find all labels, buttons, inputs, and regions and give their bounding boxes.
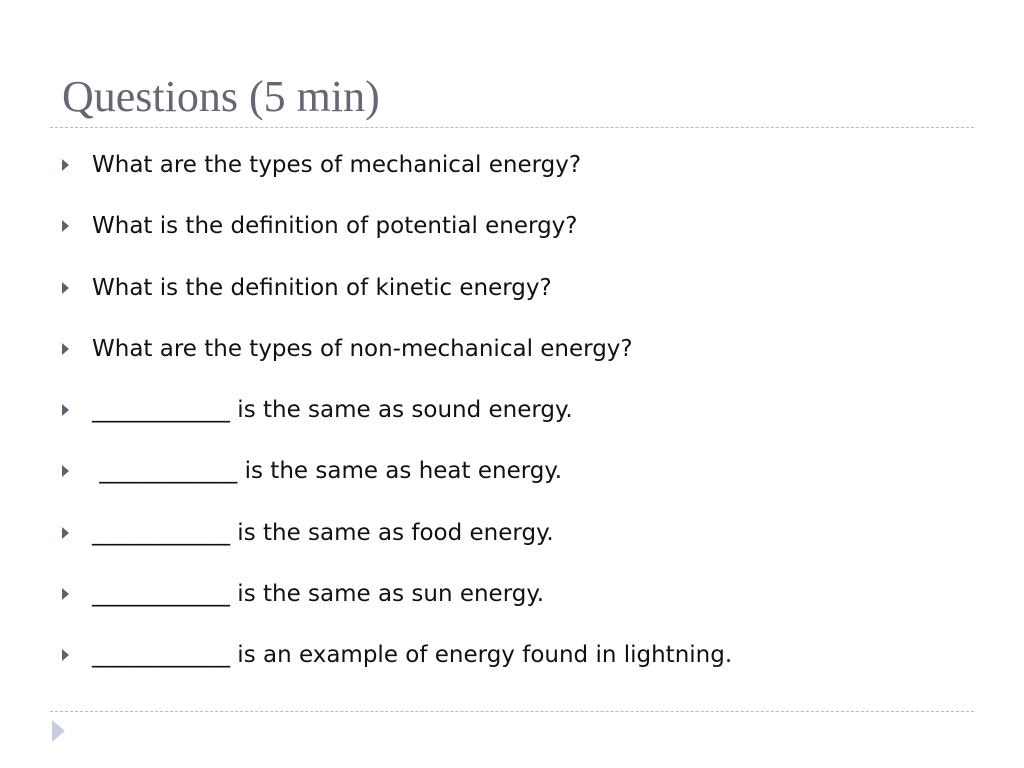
bullet-text: ____________ is the same as heat energy. xyxy=(92,458,563,485)
triangle-right-icon xyxy=(62,404,69,416)
list-item xyxy=(60,577,960,638)
slide-title: Questions (5 min) xyxy=(62,72,380,121)
triangle-right-icon xyxy=(62,465,69,477)
triangle-right-icon xyxy=(62,220,69,232)
bullet-text: What is the definition of kinetic energy? xyxy=(92,274,552,301)
bullet-text: ____________ is the same as sun energy. xyxy=(92,580,545,607)
list-item xyxy=(60,148,960,209)
list-item xyxy=(60,271,960,332)
title-divider xyxy=(50,127,974,128)
bullet-text: What are the types of mechanical energy? xyxy=(92,152,582,178)
bullet-list xyxy=(60,148,960,699)
bullet-text: ____________ is the same as sound energy. xyxy=(92,397,573,423)
triangle-right-icon xyxy=(62,282,69,294)
triangle-right-icon xyxy=(62,159,69,171)
triangle-right-icon xyxy=(62,588,69,600)
list-item xyxy=(60,638,960,699)
footer-divider xyxy=(50,711,974,712)
list-item xyxy=(60,454,960,515)
triangle-right-icon xyxy=(62,527,69,539)
list-item xyxy=(60,332,960,393)
bullet-text: What are the types of non-mechanical energy? xyxy=(92,335,633,362)
bullet-text: ____________ is the same as food energy. xyxy=(92,519,554,546)
bullet-text: What is the definition of potential energy? xyxy=(92,213,578,240)
bullet-text: ____________ is an example of energy found in lightning. xyxy=(92,642,733,668)
triangle-right-icon xyxy=(62,343,69,355)
list-item xyxy=(60,393,960,454)
triangle-right-icon xyxy=(62,649,69,661)
next-slide-arrow-icon[interactable] xyxy=(52,720,65,742)
list-item xyxy=(60,516,960,577)
list-item xyxy=(60,209,960,270)
